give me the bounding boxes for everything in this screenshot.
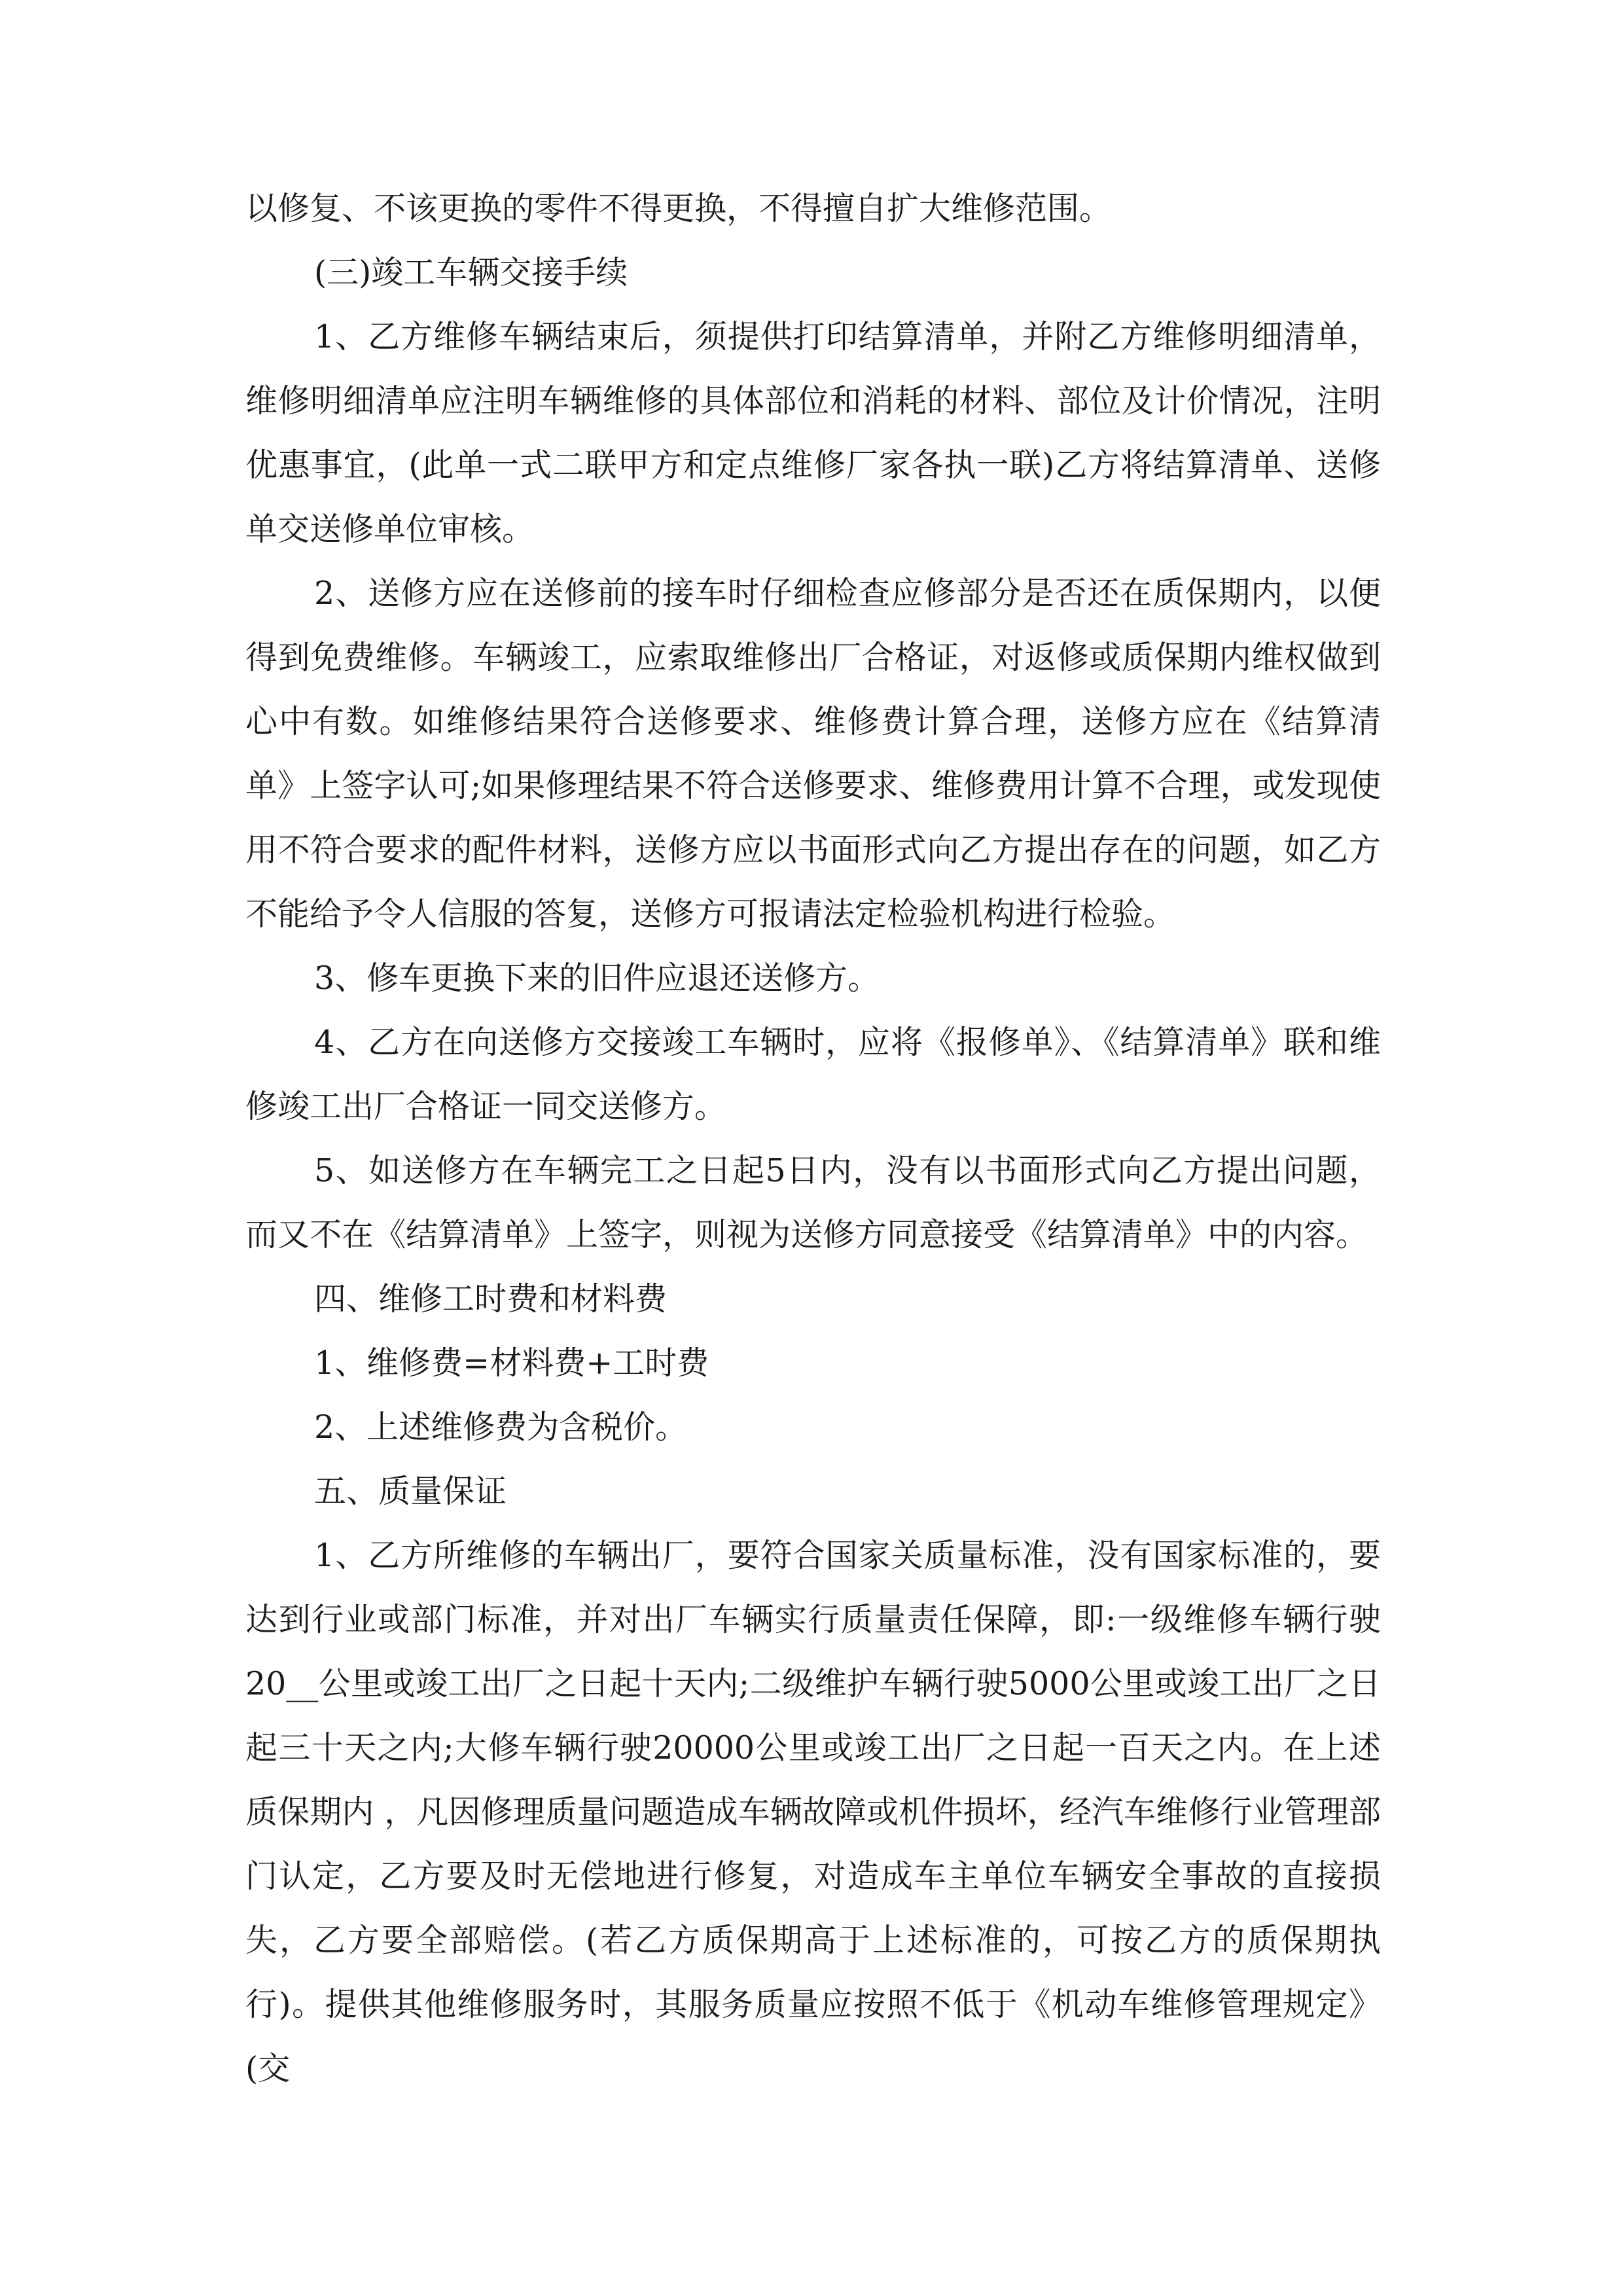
section-heading-handover: (三)竣工车辆交接手续	[314, 254, 628, 291]
paragraph-continued: 以修复、不该更换的零件不得更换，不得擅自扩大维修范围。	[245, 190, 1112, 227]
paragraph-tax-included: 2、上述维修费为含税价。	[314, 1408, 688, 1446]
paragraph-quality-guarantee: 1、乙方所维修的车辆出厂，要符合国家关质量标准，没有国家标准的，要达到行业或部门标准，并对出厂车辆实行质量责任保障，即:一级维修车辆行驶20__公里或竣工出厂之日起十天内;二级维护车辆行驶5000公里或竣工出厂之日起三十天之内;大修车辆行驶20000公里或竣工出厂之日起一百天之内。在上述质保期内 ，凡因修理质量问题造成车辆故障或机件损坏，经汽车维修行业管理部门认定，乙方要及时无偿地进行修复，对造成车主单位车辆安全事故的直接损失，乙方要全部赔偿。(若乙方质保期高于上述标准的，可按乙方的质保期执行)。提供其他维修服务时，其服务质量应按照不低于《机动车维修管理规定》(交	[245, 1537, 1381, 2087]
paragraph-inspection: 2、送修方应在送修前的接车时仔细检查应修部分是否还在质保期内，以便得到免费维修。车辆竣工，应索取维修出厂合格证，对返修或质保期内维权做到心中有数。如维修结果符合送修要求、维修费计算合理，送修方应在《结算清单》上签字认可;如果修理结果不符合送修要求、维修费用计算不合理，或发现使用不符合要求的配件材料，送修方应以书面形式向乙方提出存在的问题，如乙方不能给予令人信服的答复，送修方可报请法定检验机构进行检验。	[245, 575, 1381, 933]
section-heading-quality: 五、质量保证	[314, 1473, 507, 1510]
paragraph-handover-documents: 4、乙方在向送修方交接竣工车辆时，应将《报修单》、《结算清单》联和维修竣工出厂合格证一同交送修方。	[245, 1024, 1381, 1125]
paragraph-old-parts: 3、修车更换下来的旧件应退还送修方。	[314, 960, 880, 997]
document-page	[245, 177, 1381, 2101]
section-heading-fees: 四、维修工时费和材料费	[314, 1280, 668, 1318]
paragraph-acceptance: 5、如送修方在车辆完工之日起5日内，没有以书面形式向乙方提出问题，而又不在《结算清单》上签字，则视为送修方同意接受《结算清单》中的内容。	[245, 1152, 1381, 1253]
paragraph-fee-formula: 1、维修费=材料费+工时费	[314, 1344, 709, 1382]
paragraph-settlement-list: 1、乙方维修车辆结束后，须提供打印结算清单，并附乙方维修明细清单，维修明细清单应注明车辆维修的具体部位和消耗的材料、部位及计价情况，注明优惠事宜，(此单一式二联甲方和定点维修厂家各执一联)乙方将结算清单、送修单交送修单位审核。	[245, 318, 1381, 548]
